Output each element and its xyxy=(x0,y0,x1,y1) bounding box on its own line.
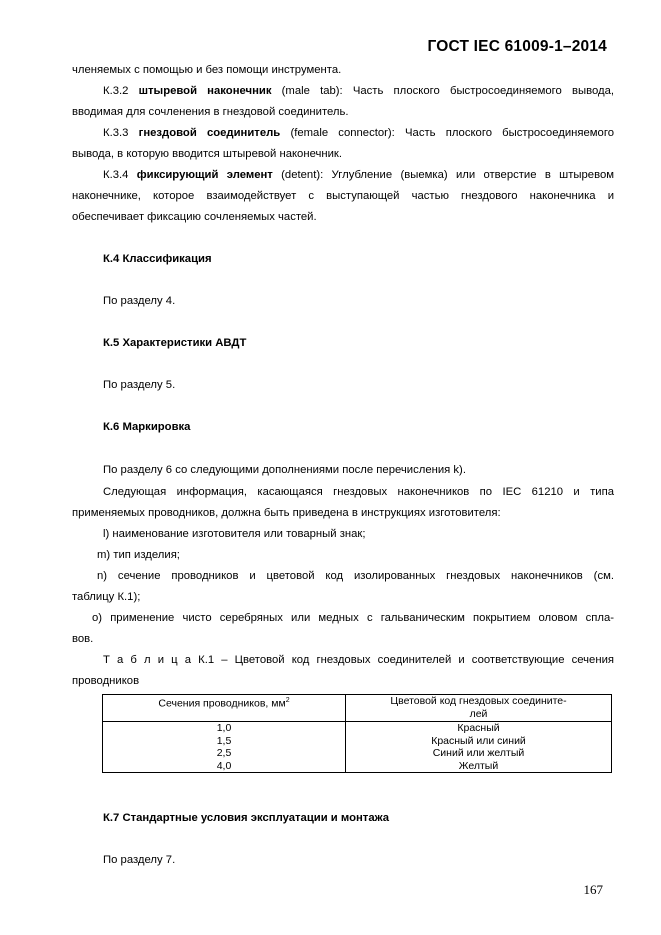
clause-number: К.3.4 xyxy=(103,169,137,181)
table-cell: 4,0 xyxy=(216,759,232,772)
section-text-k6: По разделу 6 со следующими дополнениями после перечисления k). xyxy=(103,464,466,476)
clause-k34-line1 xyxy=(103,169,614,181)
paragraph-line: применяемых проводников, должна быть приведена в инструкциях изготовителя: xyxy=(72,507,501,519)
table-cell: Красный xyxy=(457,722,500,734)
table-header-color-code: Цветовой код гнездовых соедините- лей xyxy=(346,695,612,722)
clause-k32-line1 xyxy=(103,85,614,97)
superscript: 2 xyxy=(285,697,290,704)
clause-k34-line2: наконечнике, которое взаимодействует с выступающей частью гнездового наконечника и xyxy=(72,190,614,202)
color-code-table xyxy=(102,694,612,773)
table-cell: Синий или желтый xyxy=(432,747,525,759)
clause-k34-line3: обеспечивает фиксацию сочленяемых частей. xyxy=(72,211,317,223)
table-cell: Красный или синий xyxy=(431,734,526,747)
list-item-o-line1: o) применение чисто серебряных или медных с гальваническим покрытием оловом спла- xyxy=(92,612,614,624)
table-cell: Желтый xyxy=(458,759,499,772)
clause-k33-line2: вывода, в которую вводится штыревой наконечник. xyxy=(72,148,342,160)
clause-number: К.3.3 xyxy=(103,127,139,139)
paragraph-line: Следующая информация, касающаяся гнездовых наконечников по IEC 61210 и типа xyxy=(103,486,614,498)
section-text-k4: По разделу 4. xyxy=(103,295,176,307)
section-heading-k6: К.6 Маркировка xyxy=(103,421,191,433)
list-item-o-line2: вов. xyxy=(72,633,94,645)
table-caption-line1: Т а б л и ц а К.1 – Цветовой код гнездовых соединителей и соответствующие сечения xyxy=(103,654,614,666)
table-header-sections: Сечения проводников, $мм^2$ xyxy=(103,695,346,722)
table-cell: 1,0 xyxy=(216,722,232,734)
document-header: ГОСТ IEC 61009-1–2014 xyxy=(427,38,607,55)
term: фиксирующий элемент xyxy=(136,169,273,181)
table-cell-colors xyxy=(346,722,612,773)
definition-text: (female connector): Часть плоского быстросоединяемого xyxy=(280,127,614,139)
definition-text: (detent): Углубление (выемка) или отверстие в штыревом xyxy=(272,169,615,181)
list-item-l: l) наименование изготовителя или товарный знак; xyxy=(103,528,366,540)
clause-number: К.3.2 xyxy=(103,85,139,97)
table-cell: 1,5 xyxy=(216,734,232,747)
table-caption-line2: проводников xyxy=(72,675,140,687)
term: гнездовой соединитель xyxy=(138,127,281,139)
clause-k32-line2: вводимая для сочленения в гнездовой соединитель. xyxy=(72,106,349,118)
list-item-m: m) тип изделия; xyxy=(97,549,180,561)
section-text-k7: По разделу 7. xyxy=(103,854,176,866)
definition-text: (male tab): Часть плоского быстросоединяемого вывода, xyxy=(271,85,614,97)
section-text-k5: По разделу 5. xyxy=(103,379,176,391)
paragraph-line: членяемых с помощью и без помощи инструмента. xyxy=(72,64,342,76)
section-heading-k7: К.7 Стандартные условия эксплуатации и монтажа xyxy=(103,812,390,824)
list-item-n-line1: n) сечение проводников и цветовой код изолированных гнездовых наконечников (см. xyxy=(97,570,614,582)
list-item-n-line2: таблицу К.1); xyxy=(72,591,141,603)
section-heading-k5: К.5 Характеристики АВДТ xyxy=(103,337,247,349)
page-number: 167 xyxy=(583,882,603,897)
section-heading-k4: К.4 Классификация xyxy=(103,253,212,265)
clause-k33-line1 xyxy=(103,127,614,139)
table-cell: 2,5 xyxy=(216,747,232,759)
term: штыревой наконечник xyxy=(138,85,272,97)
table-cell-sections xyxy=(103,722,346,773)
